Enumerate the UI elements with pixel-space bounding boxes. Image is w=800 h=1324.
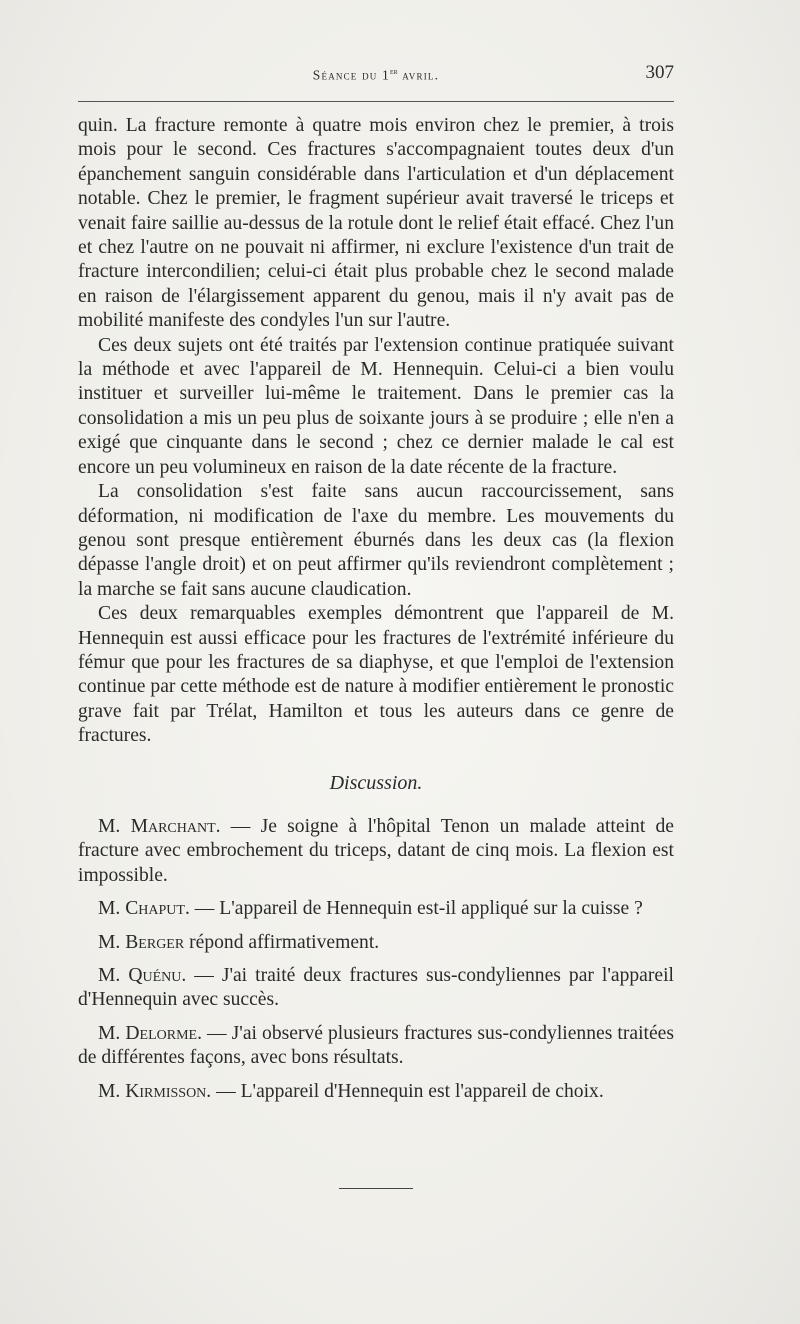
page-number: 307 bbox=[645, 62, 674, 83]
running-title-text-end: avril. bbox=[397, 67, 440, 83]
paragraph: quin. La fracture remonte à quatre mois environ chez le premier, à trois mois pour le second. Ces fractures s'accompagnaient toutes deux d'un épanchement sanguin considérable dans l'articulation et d'un déplacement notable. Chez le premier, le fragment supérieur avait traversé le triceps et venait faire saillie au-dessus de la rotule dont le relief était effacé. Chez l'un et chez l'autre on ne pouvait ni affirmer, ni exclure l'existence d'un trait de fracture intercondilien; celui-ci était plus probable chez le second malade en raison de l'élargissement apparent du genou, mais il n'y avait pas de mobilité manifeste des condyles l'un sur l'autre. bbox=[78, 115, 674, 332]
speaker-paragraph: M. Quénu. — J'ai traité deux fractures sus-condyliennes par l'appareil d'Hennequin avec succès. bbox=[78, 965, 674, 1011]
speaker-name: Marchant bbox=[130, 815, 216, 837]
speaker-paragraph: M. Kirmisson. — L'appareil d'Hennequin est l'appareil de choix. bbox=[98, 1080, 604, 1102]
speaker-name: Kirmisson bbox=[125, 1080, 207, 1102]
page-header bbox=[78, 62, 674, 88]
speaker-name: Quénu bbox=[128, 965, 182, 986]
speaker-name: Berger bbox=[125, 931, 185, 953]
paragraph: Ces deux sujets ont été traités par l'extension continue pratiquée suivant la méthode et avec l'appareil de M. Hennequin. Celui-ci a bien voulu instituer et surveiller lui-même le traitement. Dans le premier cas la consolidation a mis un peu plus de soixante jours à se produire ; elle n'en a exigé que cinquante dans le second ; chez ce dernier malade le cal est encore un peu volumineux en raison de la date récente de la fracture. bbox=[78, 334, 674, 478]
speaker-paragraph: M. Delorme. — J'ai observé plusieurs fractures sus-condyliennes traitées de différentes façons, avec bons résultats. bbox=[78, 1022, 674, 1069]
paragraph: Ces deux remarquables exemples démontrent que l'appareil de M. Hennequin est aussi efficace pour les fractures de l'extrémité inférieure du fémur que pour les fractures de sa diaphyse, et que l'emploi de l'extension continue par cette méthode est de nature à modifier entièrement le pronostic grave fait par Trélat, Hamilton et tous les auteurs dans ce genre de fractures. bbox=[78, 603, 674, 747]
paragraph: La consolidation s'est faite sans aucun raccourcissement, sans déformation, ni modification de l'axe du membre. Les mouvements du genou sont presque entièrement éburnés dans les deux cas (la flexion dépasse l'angle droit) et on peut affirmer qu'ils reviendront complètement ; la marche se fait sans aucune claudication. bbox=[78, 481, 674, 600]
running-title bbox=[78, 66, 674, 84]
section-heading: Discussion. bbox=[329, 771, 423, 794]
end-rule bbox=[339, 1188, 413, 1189]
speaker-name: Delorme bbox=[125, 1022, 198, 1044]
speaker-paragraph: M. Marchant. — Je soigne à l'hôpital Tenon un malade atteint de fracture avec embrochement du triceps, datant de cinq mois. La flexion est impossible. bbox=[78, 815, 674, 886]
speaker-paragraph: M. Chaput. — L'appareil de Hennequin est-il appliqué sur la cuisse ? bbox=[98, 898, 643, 920]
body-text bbox=[78, 114, 674, 1104]
running-title-sup: er bbox=[390, 66, 398, 76]
running-title-text: Séance du 1 bbox=[312, 67, 391, 83]
speaker-paragraph: M. Berger répond affirmativement. bbox=[98, 931, 380, 953]
header-rule bbox=[78, 101, 674, 102]
speaker-name: Chaput bbox=[125, 898, 185, 920]
